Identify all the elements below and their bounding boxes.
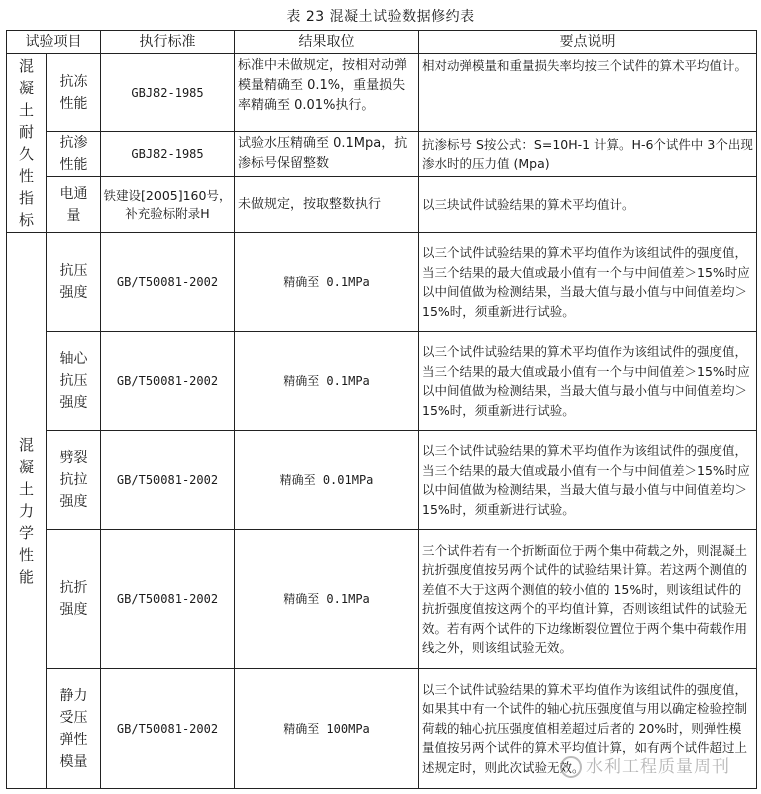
table-row (7, 530, 757, 669)
standard-cell: 铁建设[2005]160号，补充验标附录H (101, 177, 235, 233)
note-cell: 相对动弹模量和重量损失率均按三个试件的算术平均值计。 (419, 54, 757, 132)
item-label: 抗渗性能 (47, 132, 101, 177)
header-result: 结果取位 (235, 31, 419, 54)
data-rounding-table (6, 30, 757, 789)
header-test-item: 试验项目 (7, 31, 101, 54)
note-cell: 以三个试件试验结果的算术平均值作为该组试件的强度值，当三个结果的最大值或最小值有一个与中间值差＞15%时应以中间值做为检测结果，当最大值与最小值与中间值差均＞15%时，须重新进行试验。 (419, 332, 757, 431)
table-title: 表 23 混凝土试验数据修约表 (286, 9, 475, 25)
note-cell: 以三个试件试验结果的算术平均值作为该组试件的强度值，当三个结果的最大值或最小值有一个与中间值差＞15%时应以中间值做为检测结果，当最大值与最小值与中间值差均＞15%时，须重新进行试验。 (419, 233, 757, 332)
standard-cell: GB/T50081-2002 (101, 431, 235, 530)
table-row (7, 177, 757, 233)
table-row (7, 132, 757, 177)
result-cell: 试验水压精确至 0.1Mpa，抗渗标号保留整数 (235, 132, 419, 177)
result-cell: 标准中未做规定，按相对动弹模量精确至 0.1%，重量损失率精确至 0.01%执行。 (235, 54, 419, 132)
item-label: 抗压强度 (47, 233, 101, 332)
note-cell: 以三个试件试验结果的算术平均值作为该组试件的强度值，当三个结果的最大值或最小值有一个与中间值差＞15%时应以中间值做为检测结果，当最大值与最小值与中间值差均＞15%时，须重新进行试验。 (419, 431, 757, 530)
table-row (7, 54, 757, 132)
standard-cell: GB/T50081-2002 (101, 233, 235, 332)
item-label: 抗折强度 (47, 530, 101, 669)
item-label: 抗冻性能 (47, 54, 101, 132)
header-note: 要点说明 (419, 31, 757, 54)
standard-cell: GBJ82-1985 (101, 54, 235, 132)
category-mechanical: 混凝土力学性能 (7, 233, 47, 789)
note-cell: 抗渗标号 S按公式：S=10H-1 计算。H-6个试件中 3个出现渗水时的压力值 (Mpa) (419, 132, 757, 177)
standard-cell: GB/T50081-2002 (101, 332, 235, 431)
table-row (7, 431, 757, 530)
item-label: 静力受压弹性模量 (47, 669, 101, 789)
note-cell: 以三个试件试验结果的算术平均值作为该组试件的强度值，如果其中有一个试件的轴心抗压强度值与用以确定检验控制荷载的轴心抗压强度值相差超过后者的 20%时，则弹性模量值按另两个试件的算术平均值计算，如有两个试件超过上述规定时，则此次试验无效。 (419, 669, 757, 789)
item-label: 电通量 (47, 177, 101, 233)
watermark-text: 水利工程质量周刊 (586, 757, 730, 777)
wechat-icon (560, 756, 582, 778)
result-cell: 精确至 0.01MPa (235, 431, 419, 530)
watermark (560, 752, 730, 778)
note-cell: 以三块试件试验结果的算术平均值计。 (419, 177, 757, 233)
result-cell: 精确至 0.1MPa (235, 530, 419, 669)
table-row (7, 332, 757, 431)
header-row (7, 31, 757, 54)
standard-cell: GB/T50081-2002 (101, 669, 235, 789)
standard-cell: GB/T50081-2002 (101, 530, 235, 669)
item-label: 劈裂抗拉强度 (47, 431, 101, 530)
result-cell: 精确至 0.1MPa (235, 332, 419, 431)
item-label: 轴心抗压强度 (47, 332, 101, 431)
result-cell: 精确至 100MPa (235, 669, 419, 789)
category-durability: 混凝土耐久性指标 (7, 54, 47, 233)
result-cell: 未做规定，按取整数执行 (235, 177, 419, 233)
result-cell: 精确至 0.1MPa (235, 233, 419, 332)
standard-cell: GBJ82-1985 (101, 132, 235, 177)
header-standard: 执行标准 (101, 31, 235, 54)
note-cell: 三个试件若有一个折断面位于两个集中荷载之外，则混凝土抗折强度值按另两个试件的试验结果计算。若这两个测值的差值不大于这两个测值的较小值的 15%时，则该组试件的抗折强度值按这两个的平均值计算，否则该组试件的试验无效。若有两个试件的下边缘断裂位置位于两个集中荷载作用线之外，则该组试验无效。 (419, 530, 757, 669)
table-row (7, 233, 757, 332)
